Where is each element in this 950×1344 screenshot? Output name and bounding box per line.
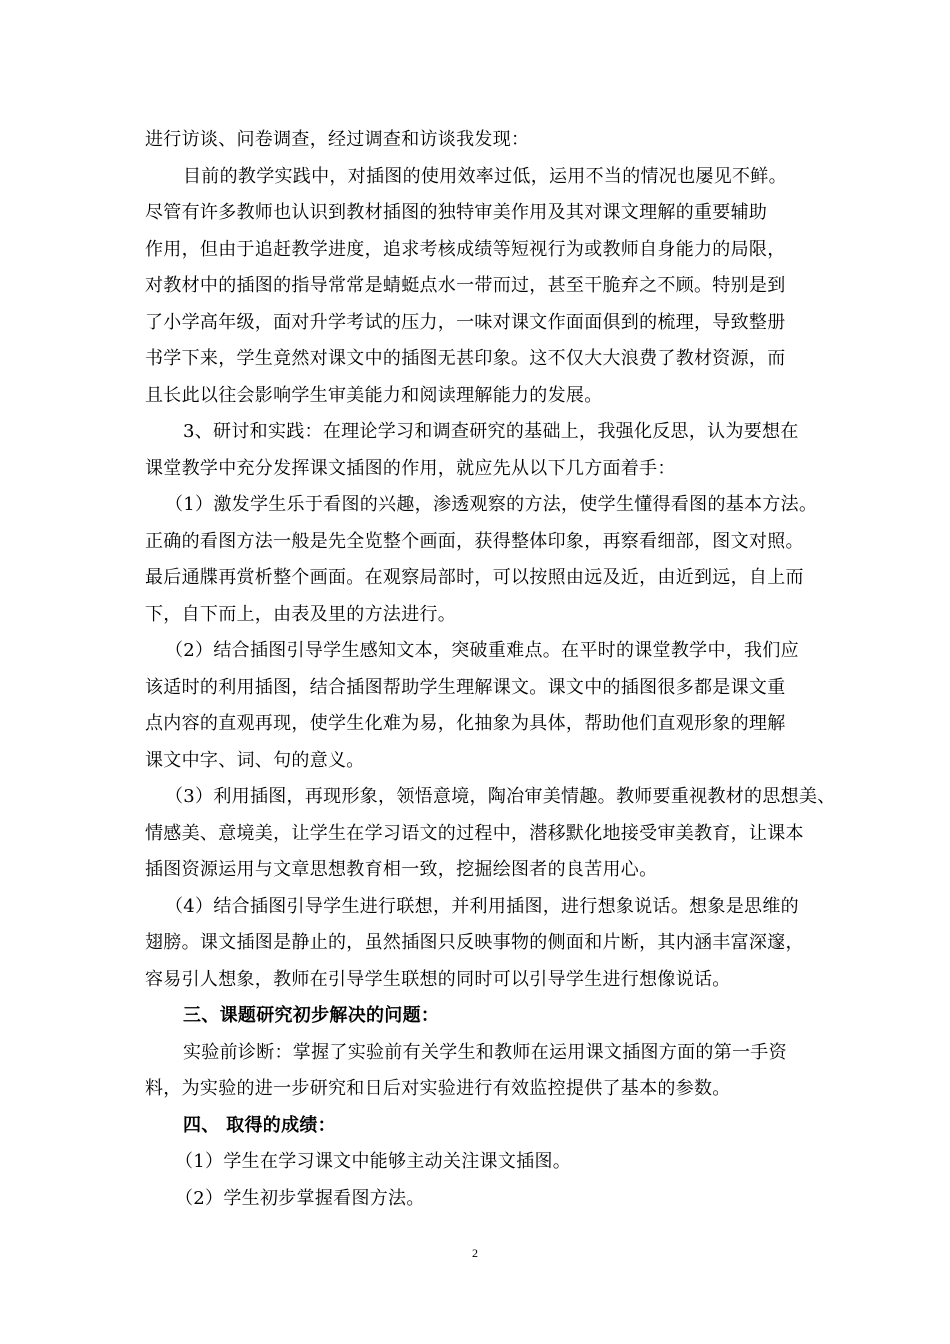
section-heading: 三、课题研究初步解决的问题： bbox=[183, 1005, 440, 1026]
text-line: 尽管有许多教师也认识到教材插图的独特审美作用及其对课文理解的重要辅助 bbox=[145, 202, 768, 223]
text-line: 料，为实验的进一步研究和日后对实验进行有效监控提供了基本的参数。 bbox=[145, 1078, 731, 1099]
text-line: 插图资源运用与文章思想教育相一致，挖掘绘图者的良苦用心。 bbox=[145, 859, 658, 880]
text-line: 作用，但由于追赶教学进度，追求考核成绩等短视行为或教师自身能力的局限， bbox=[145, 238, 786, 260]
text-line: 下，自下而上，由表及里的方法进行。 bbox=[145, 603, 457, 625]
text-line: 且长此以往会影响学生审美能力和阅读理解能力的发展。 bbox=[145, 384, 603, 406]
text-line: 实验前诊断：掌握了实验前有关学生和教师在运用课文插图方面的第一手资 bbox=[183, 1041, 787, 1063]
text-line: 正确的看图方法一般是先全览整个画面，获得整体印象，再察看细部，图文对照。 bbox=[145, 530, 804, 552]
text-line: 容易引人想象，教师在引导学生联想的同时可以引导学生进行想像说话。 bbox=[145, 968, 731, 990]
text-line: 情感美、意境美，让学生在学习语文的过程中，潜移默化地接受审美教育，让课本 bbox=[145, 822, 804, 844]
text-line: （1）激发学生乐于看图的兴趣，渗透观察的方法，使学生懂得看图的基本方法。 bbox=[165, 494, 818, 515]
text-line: 书学下来，学生竟然对课文中的插图无甚印象。这不仅大大浪费了教材资源，而 bbox=[145, 348, 786, 369]
text-line: （3）利用插图，再现形象，领悟意境，陶冶审美情趣。教师要重视教材的思想美、 bbox=[165, 786, 836, 807]
text-line: 对教材中的插图的指导常常是蜻蜓点水一带而过，甚至干脆弃之不顾。特别是到 bbox=[145, 275, 786, 296]
text-line: 课文中字、词、句的意义。 bbox=[145, 749, 365, 771]
text-line: （4）结合插图引导学生进行联想，并利用插图，进行想象说话。想象是思维的 bbox=[165, 895, 799, 917]
text-line: （2）结合插图引导学生感知文本，突破重难点。在平时的课堂教学中，我们应 bbox=[165, 640, 799, 661]
text-line: 了小学高年级，面对升学考试的压力，一味对课文作面面俱到的梳理，导致整册 bbox=[145, 311, 786, 333]
text-line: （2）学生初步掌握看图方法。 bbox=[175, 1187, 425, 1209]
text-line: （1）学生在学习课文中能够主动关注课文插图。 bbox=[175, 1151, 572, 1172]
section-heading: 四、 取得的成绩： bbox=[183, 1114, 336, 1136]
text-line: 3、研讨和实践：在理论学习和调查研究的基础上，我强化反思，认为要想在 bbox=[183, 421, 799, 442]
text-line: 目前的教学实践中，对插图的使用效率过低，运用不当的情况也屡见不鲜。 bbox=[183, 165, 787, 187]
text-line: 该适时的利用插图，结合插图帮助学生理解课文。课文中的插图很多都是课文重 bbox=[145, 676, 786, 698]
text-line: 课堂教学中充分发挥课文插图的作用，就应先从以下几方面着手： bbox=[145, 457, 676, 479]
document-body bbox=[145, 122, 836, 1217]
text-line: 翅膀。课文插图是静止的，虽然插图只反映事物的侧面和片断，其内涵丰富深邃， bbox=[145, 932, 804, 953]
text-line: 最后通牒再赏析整个画面。在观察局部时，可以按照由远及近，由近到远，自上而 bbox=[145, 567, 804, 588]
text-line: 进行访谈、问卷调查，经过调查和访谈我发现： bbox=[145, 129, 530, 150]
text-line: 点内容的直观再现，使学生化难为易，化抽象为具体，帮助他们直观形象的理解 bbox=[145, 713, 786, 734]
page-number: 2 bbox=[472, 1246, 478, 1260]
